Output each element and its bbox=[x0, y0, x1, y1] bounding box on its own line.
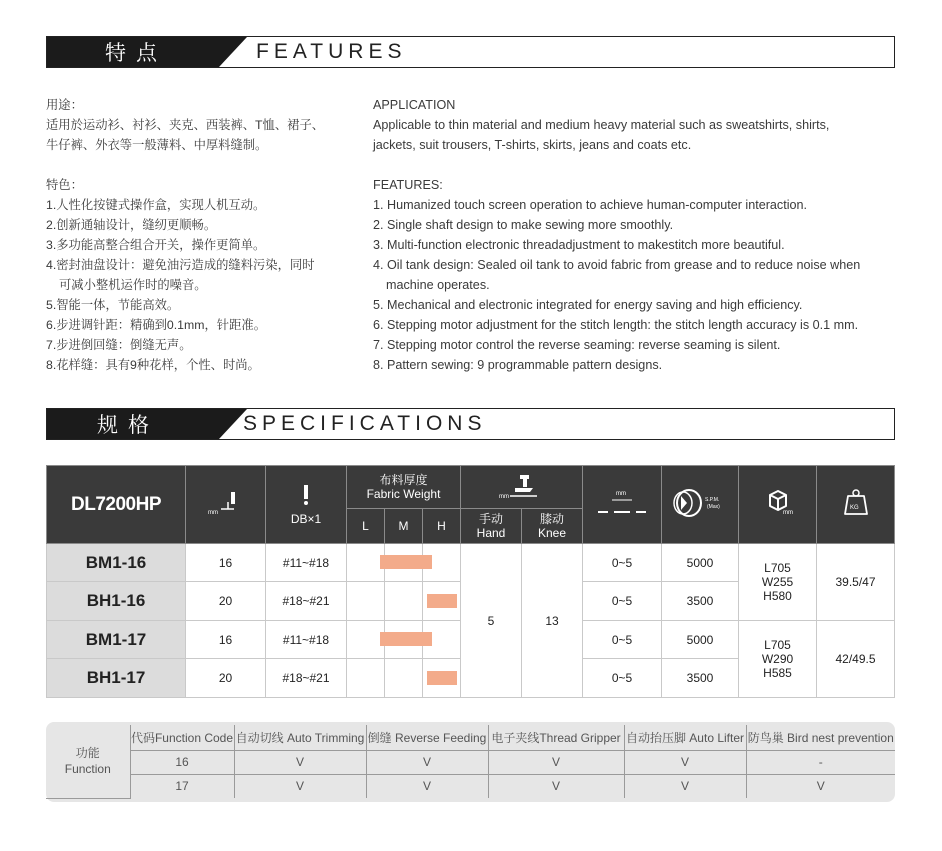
needle-value: #18~#21 bbox=[266, 582, 347, 621]
model-name: BM1-17 bbox=[47, 621, 186, 659]
knee-lift-header bbox=[522, 509, 583, 544]
model-code-header: DL7200HP bbox=[47, 466, 186, 544]
speed-value: 5000 bbox=[662, 621, 739, 659]
function-flag: - bbox=[746, 750, 895, 774]
speed-icon bbox=[667, 486, 733, 520]
function-table bbox=[46, 725, 895, 799]
cn-feature-item: 2.创新通轴设计，缝纫更顺畅。 bbox=[46, 218, 217, 232]
cn-features-title: 特色： bbox=[46, 178, 83, 192]
function-header-lifter: 自动抬压脚 Auto Lifter bbox=[624, 725, 746, 750]
function-code: 17 bbox=[130, 774, 234, 798]
hand-cn: 手动 bbox=[478, 512, 503, 526]
dim-height: H585 bbox=[763, 666, 792, 680]
stitch-length-value: 20 bbox=[186, 582, 266, 621]
stitch-length-value: 16 bbox=[186, 621, 266, 659]
function-row bbox=[46, 774, 895, 798]
en-features-title: FEATURES: bbox=[373, 178, 443, 192]
model-name: BH1-17 bbox=[47, 659, 186, 698]
cn-application-line: 牛仔裤、外衣等一般薄料、中厚料缝制。 bbox=[46, 138, 268, 152]
stroke-value: 0~5 bbox=[583, 544, 662, 582]
weight-marker-m bbox=[380, 555, 432, 569]
presser-lift-header bbox=[461, 466, 583, 509]
en-application-line: Applicable to thin material and medium heavy material such as sweatshirts, shirts, bbox=[373, 118, 830, 132]
en-feature-item: 2. Single shaft design to make sewing more smoothly. bbox=[373, 218, 674, 232]
dimensions-header bbox=[739, 466, 817, 544]
stitch-length-value: 16 bbox=[186, 544, 266, 582]
presser-mm-unit: mm bbox=[498, 493, 509, 500]
presser-foot-icon bbox=[497, 471, 547, 501]
weight-value: 39.5/47 bbox=[817, 544, 895, 621]
needle-value: #11~#18 bbox=[266, 621, 347, 659]
dim-length: L705 bbox=[764, 561, 791, 575]
needle-value: #11~#18 bbox=[266, 544, 347, 582]
speed-max-unit: (Max) bbox=[707, 504, 720, 510]
dim-height: H580 bbox=[763, 589, 792, 603]
weight-header bbox=[817, 466, 895, 544]
function-label bbox=[46, 725, 130, 798]
needle-icon bbox=[296, 484, 316, 508]
cn-feature-item: 5.智能一体，节能高效。 bbox=[46, 298, 180, 312]
function-header-birdnest: 防鸟巢 Bird nest prevention bbox=[746, 725, 895, 750]
speed-value: 5000 bbox=[662, 544, 739, 582]
en-feature-item: machine operates. bbox=[386, 278, 490, 292]
function-flag: V bbox=[746, 774, 895, 798]
en-feature-item: 3. Multi-function electronic threadadjustment to makestitch more beautiful. bbox=[373, 238, 785, 252]
features-title-en: FEATURES bbox=[256, 40, 407, 63]
cn-feature-item: 可减小整机运作时的噪音。 bbox=[59, 278, 207, 292]
speed-value: 3500 bbox=[662, 582, 739, 621]
en-application-title: APPLICATION bbox=[373, 98, 456, 112]
function-flag: V bbox=[366, 750, 488, 774]
weight-level-l: L bbox=[347, 509, 385, 544]
hand-lift-value: 5 bbox=[461, 544, 522, 698]
needle-value: #18~#21 bbox=[266, 659, 347, 698]
cn-feature-item: 7.步进倒回缝：倒缝无声。 bbox=[46, 338, 192, 352]
function-header-trimming: 自动切线 Auto Trimming bbox=[234, 725, 366, 750]
speed-spm-unit: S.P.M. bbox=[705, 497, 720, 503]
fabric-weight-cell bbox=[347, 621, 461, 659]
weight-marker-m bbox=[380, 632, 432, 646]
cn-application-title: 用途： bbox=[46, 98, 83, 112]
en-feature-item: 1. Humanized touch screen operation to achieve human-computer interaction. bbox=[373, 198, 808, 212]
function-header-reverse: 倒缝 Reverse Feeding bbox=[366, 725, 488, 750]
knee-cn: 膝动 bbox=[539, 512, 564, 526]
specs-title-en: SPECIFICATIONS bbox=[243, 412, 487, 435]
dim-length: L705 bbox=[764, 638, 791, 652]
stroke-mm-unit: mm bbox=[616, 491, 626, 497]
model-name: BM1-16 bbox=[47, 544, 186, 582]
function-flag: V bbox=[488, 750, 624, 774]
stroke-value: 0~5 bbox=[583, 582, 662, 621]
dimensions-value bbox=[739, 544, 817, 621]
weight-marker-h bbox=[427, 594, 457, 608]
function-label-cn: 功能 bbox=[75, 746, 100, 761]
needle-header bbox=[266, 466, 347, 544]
specs-title-cn: 规格 bbox=[97, 414, 159, 437]
features-section-header bbox=[46, 36, 895, 68]
hand-lift-header bbox=[461, 509, 522, 544]
fabric-weight-cn: 布料厚度 bbox=[379, 473, 428, 487]
fabric-weight-header bbox=[347, 466, 461, 509]
fabric-weight-cell bbox=[347, 582, 461, 621]
en-feature-item: 5. Mechanical and electronic integrated for energy saving and high efficiency. bbox=[373, 298, 803, 312]
cn-feature-item: 4.密封油盘设计：避免油污造成的缝料污染，同时 bbox=[46, 258, 315, 272]
speed-header bbox=[662, 466, 739, 544]
function-label-en: Function bbox=[64, 762, 111, 777]
weight-level-h: H bbox=[423, 509, 461, 544]
needle-label: DB×1 bbox=[290, 511, 322, 526]
stitch-mm-unit: mm bbox=[207, 510, 218, 516]
dim-width: W255 bbox=[761, 575, 794, 589]
en-feature-item: 8. Pattern sewing: 9 programmable pattern designs. bbox=[373, 358, 663, 372]
features-title-cn: 特点 bbox=[105, 42, 167, 65]
cn-feature-item: 8.花样缝：具有9种花样，个性、时尚。 bbox=[46, 358, 260, 372]
stroke-header bbox=[583, 466, 662, 544]
speed-value: 3500 bbox=[662, 659, 739, 698]
spec-table bbox=[46, 465, 895, 698]
weight-kg-icon bbox=[841, 486, 871, 520]
function-flag: V bbox=[234, 774, 366, 798]
stroke-value: 0~5 bbox=[583, 621, 662, 659]
cn-application-line: 适用於运动衫、衬衫、夹克、西装裤、T恤、裙子、 bbox=[46, 118, 325, 132]
fabric-weight-cell bbox=[347, 544, 461, 582]
box-icon bbox=[758, 486, 798, 520]
cn-feature-item: 1.人性化按键式操作盒，实现人机互动。 bbox=[46, 198, 266, 212]
cn-feature-item: 3.多功能高整合组合开关，操作更简单。 bbox=[46, 238, 266, 252]
function-header-code: 代码Function Code bbox=[130, 725, 234, 750]
fabric-weight-en: Fabric Weight bbox=[366, 487, 441, 501]
function-header-gripper: 电子夹线Thread Gripper bbox=[488, 725, 624, 750]
stitch-length-value: 20 bbox=[186, 659, 266, 698]
weight-kg-unit: KG bbox=[849, 505, 859, 511]
stroke-value: 0~5 bbox=[583, 659, 662, 698]
function-code: 16 bbox=[130, 750, 234, 774]
weight-value: 42/49.5 bbox=[817, 621, 895, 698]
cn-feature-item: 6.步进调针距：精确到0.1mm，针距准。 bbox=[46, 318, 266, 332]
en-application bbox=[373, 95, 829, 155]
hand-en: Hand bbox=[476, 526, 506, 540]
function-flag: V bbox=[234, 750, 366, 774]
function-flag: V bbox=[488, 774, 624, 798]
stroke-icon bbox=[594, 486, 650, 520]
en-features bbox=[373, 175, 860, 375]
box-mm-unit: mm bbox=[782, 510, 793, 516]
dimensions-value bbox=[739, 621, 817, 698]
en-feature-item: 7. Stepping motor control the reverse seaming: reverse seaming is silent. bbox=[373, 338, 781, 352]
function-flag: V bbox=[624, 750, 746, 774]
weight-level-m: M bbox=[385, 509, 423, 544]
knee-en: Knee bbox=[537, 526, 567, 540]
weight-marker-h bbox=[427, 671, 457, 685]
en-feature-item: 4. Oil tank design: Sealed oil tank to avoid fabric from grease and to reduce noise when bbox=[373, 258, 861, 272]
specifications-section-header bbox=[46, 408, 895, 440]
stitch-length-icon bbox=[206, 488, 246, 518]
function-row bbox=[46, 750, 895, 774]
en-application-line: jackets, suit trousers, T-shirts, skirts, jeans and coats etc. bbox=[373, 138, 692, 152]
cn-application bbox=[46, 95, 324, 155]
knee-lift-value: 13 bbox=[522, 544, 583, 698]
en-feature-item: 6. Stepping motor adjustment for the stitch length: the stitch length accuracy is 0.1 mm. bbox=[373, 318, 859, 332]
dim-width: W290 bbox=[761, 652, 794, 666]
model-name: BH1-16 bbox=[47, 582, 186, 621]
function-flag: V bbox=[366, 774, 488, 798]
stitch-length-header bbox=[186, 466, 266, 544]
cn-features bbox=[46, 175, 315, 375]
fabric-weight-cell bbox=[347, 659, 461, 698]
function-flag: V bbox=[624, 774, 746, 798]
table-row bbox=[47, 544, 895, 582]
